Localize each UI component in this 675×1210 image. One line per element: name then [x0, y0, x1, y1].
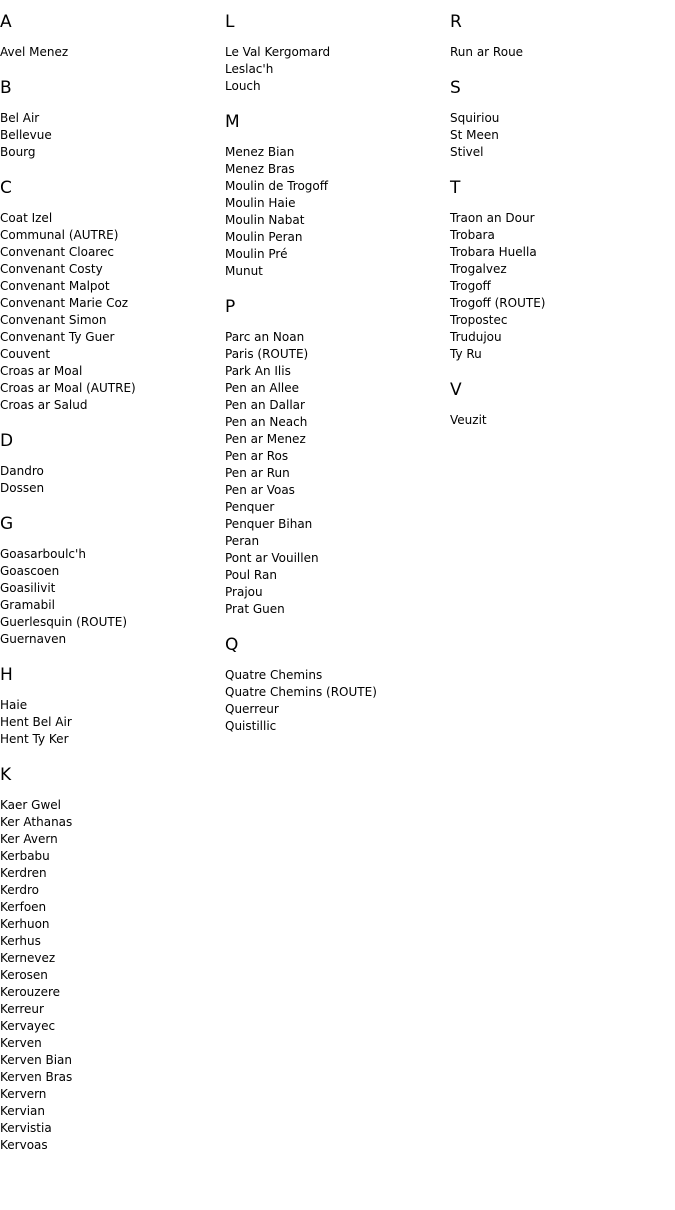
street-link[interactable]: Veuzit	[450, 413, 487, 427]
street-link[interactable]: Convenant Cloarec	[0, 245, 114, 259]
letter-heading: A	[0, 12, 12, 32]
street-list	[450, 44, 670, 61]
street-list	[225, 44, 445, 95]
street-list	[0, 797, 220, 1154]
street-link[interactable]: Leslac'h	[225, 62, 274, 76]
street-link[interactable]: Goascoen	[0, 564, 60, 578]
street-link[interactable]: Coat Izel	[0, 211, 53, 225]
street-link[interactable]: Park An Ilis	[225, 364, 291, 378]
letter-section-h	[0, 665, 220, 748]
street-link[interactable]: Kaer Gwel	[0, 798, 61, 812]
street-link[interactable]: Convenant Malpot	[0, 279, 110, 293]
letter-section-l	[225, 12, 445, 95]
street-link[interactable]: Paris (ROUTE)	[225, 347, 309, 361]
street-link[interactable]: Prat Guen	[225, 602, 285, 616]
street-list	[0, 697, 220, 748]
street-link[interactable]: Hent Bel Air	[0, 715, 72, 729]
letter-section-b	[0, 78, 220, 161]
letter-heading: M	[225, 112, 240, 132]
street-link[interactable]: Bel Air	[0, 111, 40, 125]
street-link[interactable]: Pen an Dallar	[225, 398, 305, 412]
street-link[interactable]: Dossen	[0, 481, 45, 495]
street-link[interactable]: Run ar Roue	[450, 45, 524, 59]
street-link[interactable]: Quatre Chemins	[225, 668, 323, 682]
letter-section-q	[225, 635, 445, 735]
letter-heading: P	[225, 297, 236, 317]
letter-heading: R	[450, 12, 462, 32]
street-link[interactable]: Croas ar Moal	[0, 364, 83, 378]
street-link[interactable]: Avel Menez	[0, 45, 69, 59]
street-link[interactable]: Trogoff	[450, 279, 491, 293]
street-link[interactable]: Croas ar Salud	[0, 398, 88, 412]
street-link[interactable]: Kerosen	[0, 968, 48, 982]
street-link[interactable]: Penquer Bihan	[225, 517, 313, 531]
street-link[interactable]: Guernaven	[0, 632, 67, 646]
letter-heading: V	[450, 380, 462, 400]
letter-heading: K	[0, 765, 12, 785]
street-link[interactable]: Kerouzere	[0, 985, 61, 999]
street-link[interactable]: Stivel	[450, 145, 484, 159]
street-link[interactable]: Pen ar Voas	[225, 483, 295, 497]
index-column-2	[225, 12, 445, 752]
street-list	[450, 210, 670, 363]
letter-section-c	[0, 178, 220, 414]
letter-section-v	[450, 380, 670, 429]
street-link[interactable]: Moulin Nabat	[225, 213, 305, 227]
street-link[interactable]: Kervoas	[0, 1138, 48, 1152]
street-list	[0, 546, 220, 648]
street-link[interactable]: Kervian	[0, 1104, 45, 1118]
letter-heading: S	[450, 78, 461, 98]
street-link[interactable]: Haie	[0, 698, 28, 712]
street-link[interactable]: Le Val Kergomard	[225, 45, 331, 59]
street-link[interactable]: Prajou	[225, 585, 263, 599]
street-link[interactable]: Goasarboulc'h	[0, 547, 86, 561]
index-column-1	[0, 12, 220, 1171]
street-link[interactable]: Ker Athanas	[0, 815, 73, 829]
letter-heading: G	[0, 514, 14, 534]
street-link[interactable]: Pen an Allee	[225, 381, 300, 395]
letter-heading: T	[450, 178, 461, 198]
street-link[interactable]: Querreur	[225, 702, 279, 716]
letter-heading: L	[225, 12, 235, 32]
street-list	[0, 110, 220, 161]
street-link[interactable]: Parc an Noan	[225, 330, 305, 344]
street-link[interactable]: Trogalvez	[450, 262, 507, 276]
street-link[interactable]: Kerdren	[0, 866, 47, 880]
street-link[interactable]: Kerdro	[0, 883, 40, 897]
letter-section-r	[450, 12, 670, 61]
street-link[interactable]: Moulin de Trogoff	[225, 179, 329, 193]
street-link[interactable]: Dandro	[0, 464, 44, 478]
street-link[interactable]: Goasilivit	[0, 581, 56, 595]
street-list	[0, 210, 220, 414]
street-link[interactable]: Tropostec	[450, 313, 508, 327]
street-link[interactable]: Trudujou	[450, 330, 502, 344]
street-list	[0, 44, 220, 61]
street-link[interactable]: Ker Avern	[0, 832, 58, 846]
street-link[interactable]: Convenant Marie Coz	[0, 296, 129, 310]
letter-section-k	[0, 765, 220, 1154]
letter-section-d	[0, 431, 220, 497]
street-list	[225, 144, 445, 280]
letter-heading: C	[0, 178, 12, 198]
street-link[interactable]: Moulin Haie	[225, 196, 296, 210]
street-link[interactable]: Guerlesquin (ROUTE)	[0, 615, 128, 629]
street-link[interactable]: Kerreur	[0, 1002, 44, 1016]
street-link[interactable]: Convenant Ty Guer	[0, 330, 115, 344]
letter-heading: D	[0, 431, 14, 451]
street-link[interactable]: Pen ar Menez	[225, 432, 306, 446]
street-link[interactable]: Kerven	[0, 1036, 42, 1050]
street-list	[450, 110, 670, 161]
street-link[interactable]: Squiriou	[450, 111, 500, 125]
street-link[interactable]: Pont ar Vouillen	[225, 551, 319, 565]
letter-heading: H	[0, 665, 13, 685]
street-link[interactable]: Ty Ru	[450, 347, 482, 361]
street-link[interactable]: Poul Ran	[225, 568, 277, 582]
street-link[interactable]: Kervayec	[0, 1019, 56, 1033]
letter-section-s	[450, 78, 670, 161]
street-link[interactable]: Convenant Costy	[0, 262, 103, 276]
street-link[interactable]: Munut	[225, 264, 263, 278]
street-link[interactable]: Gramabil	[0, 598, 55, 612]
street-link[interactable]: Menez Bian	[225, 145, 295, 159]
street-link[interactable]: Kerhuon	[0, 917, 50, 931]
street-link[interactable]: Pen ar Run	[225, 466, 290, 480]
street-link[interactable]: Kerhus	[0, 934, 41, 948]
street-link[interactable]: Quatre Chemins (ROUTE)	[225, 685, 377, 699]
street-link[interactable]: Peran	[225, 534, 260, 548]
street-link[interactable]: Pen ar Ros	[225, 449, 289, 463]
letter-section-m	[225, 112, 445, 280]
street-list	[225, 667, 445, 735]
street-link[interactable]: Communal (AUTRE)	[0, 228, 119, 242]
street-link[interactable]: Kernevez	[0, 951, 56, 965]
street-link[interactable]: Convenant Simon	[0, 313, 107, 327]
street-link[interactable]: Couvent	[0, 347, 51, 361]
street-link[interactable]: Kervistia	[0, 1121, 52, 1135]
street-link[interactable]: Bourg	[0, 145, 36, 159]
street-link[interactable]: St Meen	[450, 128, 499, 142]
street-link[interactable]: Moulin Pré	[225, 247, 288, 261]
street-link[interactable]: Hent Ty Ker	[0, 732, 69, 746]
letter-heading: Q	[225, 635, 239, 655]
street-list	[0, 463, 220, 497]
street-link[interactable]: Trobara Huella	[450, 245, 537, 259]
street-list	[450, 412, 670, 429]
street-link[interactable]: Penquer	[225, 500, 275, 514]
street-link[interactable]: Croas ar Moal (AUTRE)	[0, 381, 136, 395]
street-link[interactable]: Trobara	[450, 228, 495, 242]
letter-section-t	[450, 178, 670, 363]
letter-heading: B	[0, 78, 12, 98]
street-link[interactable]: Trogoff (ROUTE)	[450, 296, 546, 310]
letter-section-a	[0, 12, 220, 61]
street-link[interactable]: Moulin Peran	[225, 230, 303, 244]
street-link[interactable]: Bellevue	[0, 128, 52, 142]
letter-section-g	[0, 514, 220, 648]
street-link[interactable]: Louch	[225, 79, 261, 93]
street-link[interactable]: Quistillic	[225, 719, 277, 733]
letter-section-p	[225, 297, 445, 618]
street-link[interactable]: Kerfoen	[0, 900, 47, 914]
index-column-3	[450, 12, 670, 446]
street-link[interactable]: Menez Bras	[225, 162, 295, 176]
street-link[interactable]: Traon an Dour	[450, 211, 535, 225]
street-link[interactable]: Kervern	[0, 1087, 47, 1101]
street-list	[225, 329, 445, 618]
street-link[interactable]: Kerbabu	[0, 849, 50, 863]
street-link[interactable]: Kerven Bian	[0, 1053, 73, 1067]
street-link[interactable]: Kerven Bras	[0, 1070, 73, 1084]
street-link[interactable]: Pen an Neach	[225, 415, 308, 429]
